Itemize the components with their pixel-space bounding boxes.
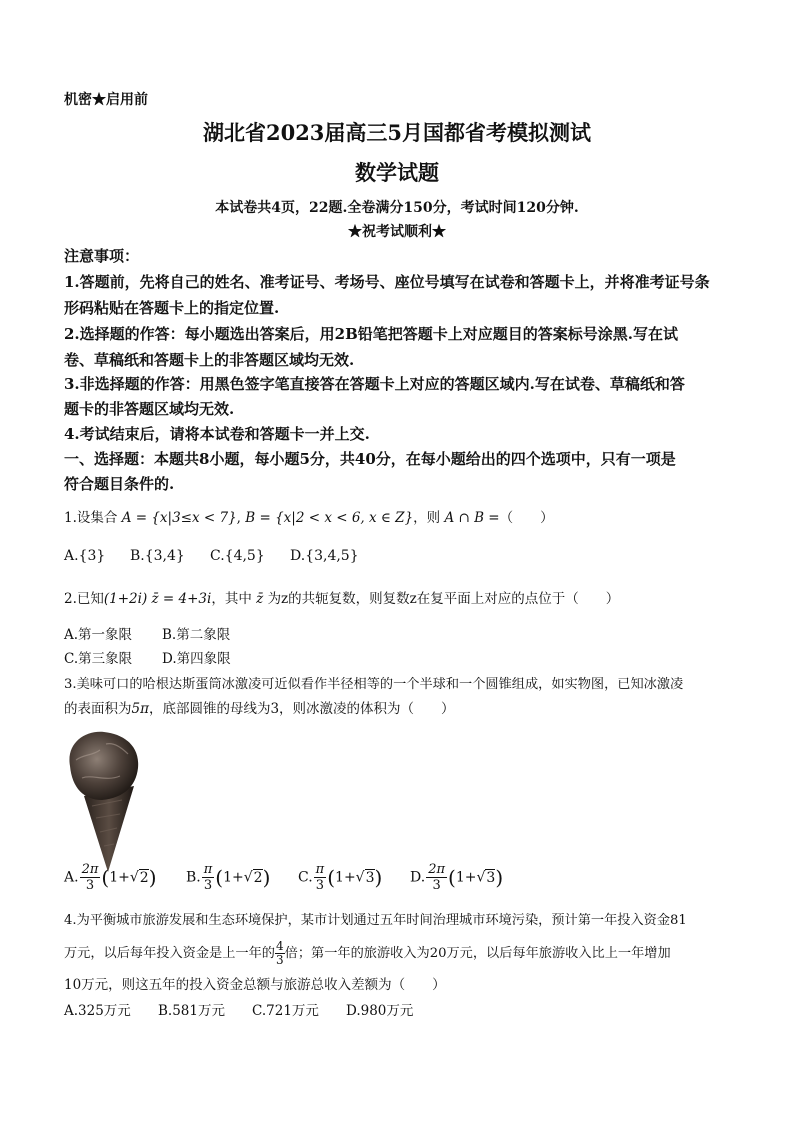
note-line: 题卡的非答题区域均无效. [64, 400, 235, 418]
q2-option-c[interactable]: C.第三象限 [64, 651, 133, 667]
question-2: 2.已知(1+2i) z̄ = 4+3i，其中 z̄ 为z的共轭复数，则复数z在复平面上对应的点位于（ ） [64, 591, 620, 607]
q4-option-c[interactable]: C.721万元 [252, 1003, 319, 1019]
question-1: 1.设集合 A = {x|3≤x < 7}, B = {x|2 < x < 6, x ∈ Z}，则 A ∩ B =（ ） [64, 510, 554, 526]
q3-option-a[interactable]: A. $\frac{2\pi}{3}$ (1+√2) [64, 862, 157, 893]
question-3-cont: 的表面积为5π，底部圆锥的母线为3，则冰激凌的体积为（ ） [64, 701, 455, 717]
section-heading: 一、选择题：本题共8小题，每小题5分，共40分，在每小题给出的四个选项中，只有一项是 [64, 450, 676, 468]
q2-option-b[interactable]: B.第二象限 [162, 627, 231, 643]
q4-option-d[interactable]: D.980万元 [346, 1003, 414, 1019]
exam-title: 湖北省2023届高三5月国都省考模拟测试 [202, 120, 592, 145]
good-luck: ★祝考试顺利★ [348, 224, 446, 240]
note-line: 卷、草稿纸和答题卡上的非答题区域均无效. [64, 351, 355, 369]
ice-cream-cone-image [62, 726, 144, 874]
q3-option-b[interactable]: B. $\frac{\pi}{3}$ (1+√2) [186, 862, 271, 893]
question-4-cont: 万元，以后每年投入资金是上一年的 $\frac{4}{3}$ 倍；第一年的旅游收入为20万元，以后每年旅游收入比上一年增加 [64, 939, 671, 967]
section-heading-cont: 符合题目条件的. [64, 475, 175, 493]
note-line: 2.选择题的作答：每小题选出答案后，用2B铅笔把答题卡上对应题目的答案标号涂黑.写在试 [64, 325, 679, 343]
exam-info: 本试卷共4页，22题.全卷满分150分，考试时间120分钟. [215, 200, 579, 216]
confidential-mark: 机密★启用前 [64, 92, 148, 108]
note-line: 形码粘贴在答题卡上的指定位置. [64, 299, 280, 317]
q4-option-a[interactable]: A.325万元 [64, 1003, 131, 1019]
q1-option-a[interactable]: A.{3} [64, 548, 106, 564]
q1-option-d[interactable]: D.{3,4,5} [290, 548, 359, 564]
q3-option-c[interactable]: C. $\frac{\pi}{3}$ (1+√3) [298, 862, 383, 893]
question-4-cont2: 10万元，则这五年的投入资金总额与旅游总收入差额为（ ） [64, 977, 446, 993]
question-3: 3.美味可口的哈根达斯蛋筒冰激凌可近似看作半径相等的一个半球和一个圆锥组成，如实物图，已知冰激凌 [64, 677, 684, 692]
complex-equation: (1+2i) z̄ = 4+3i [103, 591, 212, 607]
set-b: B = {x|2 < x < 6, x ∈ Z} [245, 510, 414, 526]
q1-option-c[interactable]: C.{4,5} [210, 548, 265, 564]
set-a: A = {x|3≤x < 7} [121, 510, 237, 526]
q3-option-d[interactable]: D. $\frac{2\pi}{3}$ (1+√3) [410, 862, 504, 893]
q4-option-b[interactable]: B.581万元 [158, 1003, 225, 1019]
q2-option-d[interactable]: D.第四象限 [162, 651, 231, 667]
subject-title: 数学试题 [355, 160, 439, 185]
note-line: 1.答题前，先将自己的姓名、准考证号、考场号、座位号填写在试卷和答题卡上，并将准考证号条 [64, 273, 710, 291]
notes-heading: 注意事项： [64, 247, 140, 265]
note-line: 3.非选择题的作答：用黑色签字笔直接答在答题卡上对应的答题区域内.写在试卷、草稿纸和答 [64, 375, 685, 393]
question-4: 4.为平衡城市旅游发展和生态环境保护，某市计划通过五年时间治理城市环境污染，预计第一年投入资金81 [64, 913, 687, 928]
q1-option-b[interactable]: B.{3,4} [130, 548, 185, 564]
note-line: 4.考试结束后，请将本试卷和答题卡一并上交. [64, 425, 370, 443]
q2-option-a[interactable]: A.第一象限 [64, 627, 133, 643]
